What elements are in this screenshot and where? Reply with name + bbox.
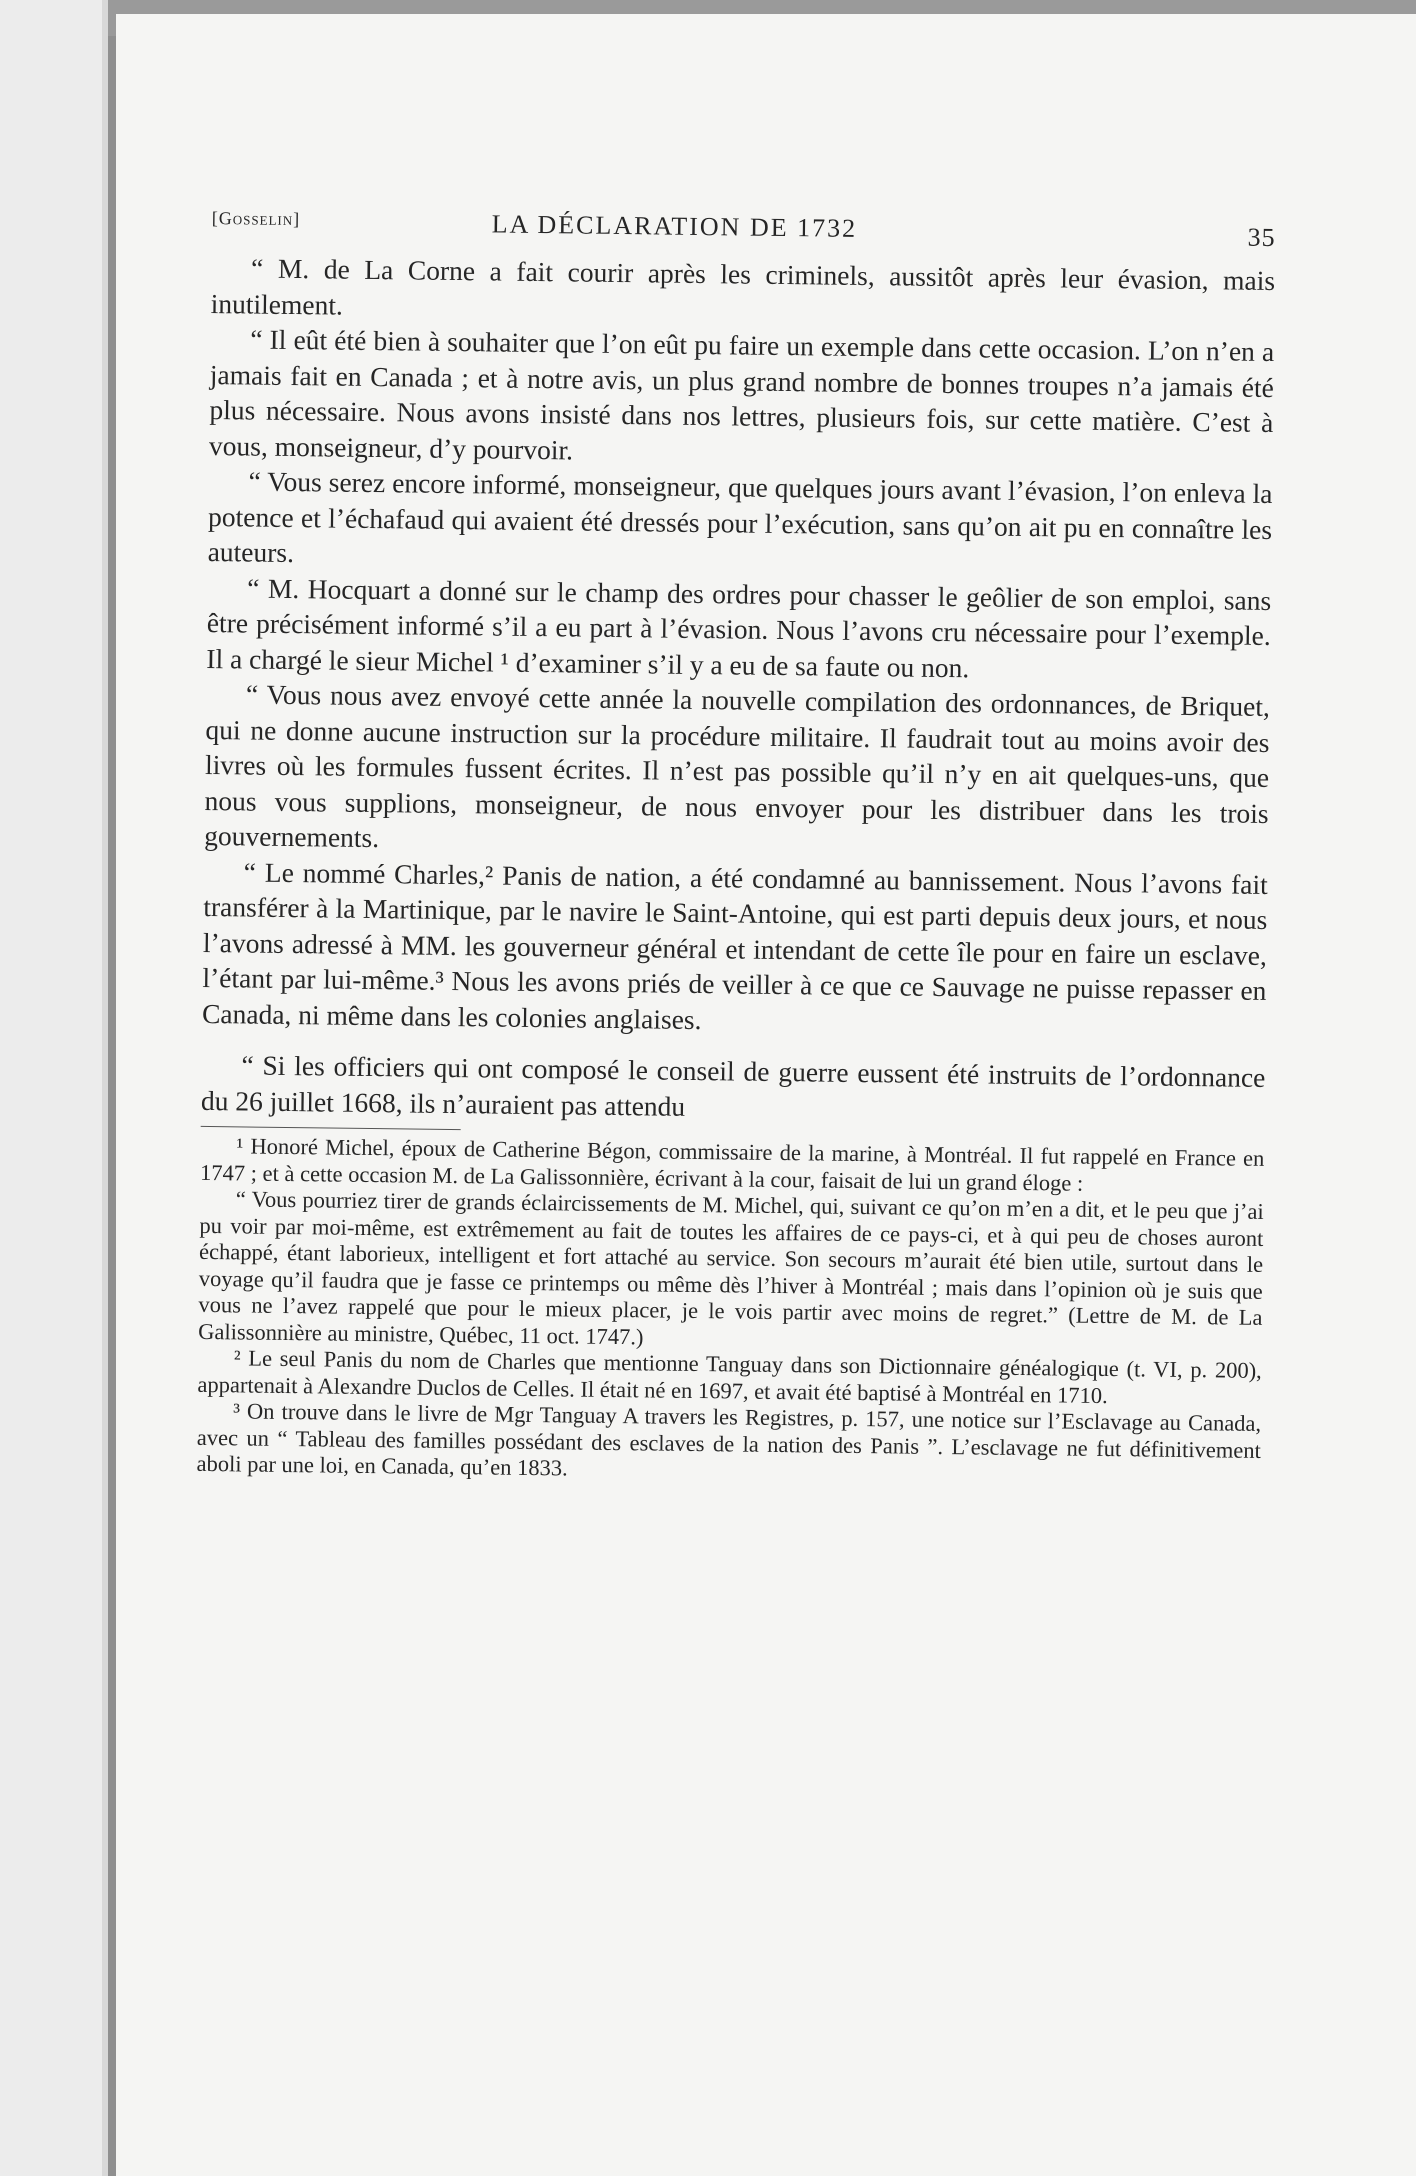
facing-page-edge [0,0,108,2176]
paragraph: “ Il eût été bien à souhaiter que l’on eût pu faire un exemple dans cette occasion. L’on n’en a jamais fait en Canada ; et à notre avis, un plus grand nombre de bonnes troupes n’a jamais été plus nécessaire. Nous avons insisté dans nos lettres, plusieurs fois, sur cette matière. C’est à vous, monseigneur, d’y pourvoir. [208,323,1275,465]
page-content [196,200,1276,1490]
footnote: ³ On trouve dans le livre de Mgr Tanguay A travers les Registres, p. 157, une notice sur l’Esclavage au Canada, avec un “ Tableau des familles possédant des esclaves de la nation des Panis ”. L’esclavage ne fut définitivement aboli par une loi, en Canada, qu’en 1833. [196,1398,1262,1481]
paragraph: “ M. de La Corne a fait courir après les criminels, aussitôt après leur évasion, mais inutilement. [210,252,1276,321]
page-number: 35 [1247,222,1276,252]
body-text [201,250,1276,1131]
paragraph: “ Vous nous avez envoyé cette année la nouvelle compilation des ordonnances, de Briquet, qui ne donne aucune instruction sur la procédure militaire. Il faudrait tout au moins avoir des livres où les formules fussent écrites. Il n’est pas possible qu’il n’y en ait quelques-uns, que nous vous supplions, monseigneur, de nous envoyer pour les distribuer dans les trois gouvernements. [204,678,1271,854]
footnote: ¹ Honoré Michel, époux de Catherine Bégon, commissaire de la marine, à Montréal. Il fut rappelé en France en 1747 ; et à cette occasion M. de La Galissonnière, écrivant à la cour, faisait de lui un grand éloge : [199,1133,1265,1196]
footnote-quotation: “ Vous pourriez tirer de grands éclaircissements de M. Michel, qui, suivant ce qu’on m’en a dit, et le peu que j’ai pu voir par moi-même, est extrêmement au fait de toutes les affaires de ce pays-ci, et à qui peu de choses auront échappé, étant laborieux, intelligent et fort attaché au service. Son secours m’aurait été bien utile, surtout dans le voyage qu’il faudra que je fasse ce printemps ou même dès l’hiver à Montréal ; mais dans l’opinion où je suis que vous ne l’avez rappelé que pour le mieux placer, je le vois partir avec moins de regret.” (Lettre de M. de La Galissonnière au ministre, Québec, 11 oct. 1747.) [198,1186,1264,1349]
running-head-author: [Gosselin] [211,207,301,230]
footnote-rule [201,1126,461,1130]
paragraph: “ Si les officiers qui ont composé le conseil de guerre eussent été instruits de l’ordonnance du 26 juillet 1668, ils n’auraient pas attendu [200,1049,1266,1122]
paragraph: “ M. Hocquart a donné sur le champ des ordres pour chasser le geôlier de son emploi, sans être précisément informé s’il a eu part à l’évasion. Nous l’avons cru nécessaire pour l’exemple. Il a chargé le sieur Michel ¹ d’examiner s’il y a eu de sa faute ou non. [206,571,1272,683]
footnote: ² Le seul Panis du nom de Charles que mentionne Tanguay dans son Dictionnaire généalogique (t. VI, p. 200), appartenait à Alexandre Duclos de Celles. Il était né en 1697, et avait été baptisé à Montréal en 1710. [197,1345,1262,1408]
running-head-title: LA DÉCLARATION DE 1732 [491,209,858,243]
paragraph: “ Le nommé Charles,² Panis de nation, a été condamné au bannissement. Nous l’avons fait transférer à la Martinique, par le navire le Saint-Antoine, qui est parti depuis deux jours, et nous l’avons adressé à MM. les gouverneur général et intendant de cette île pour en faire un esclave, l’étant par lui-même.³ Nous les avons priés de veiller à ce que ce Sauvage ne puisse repasser en Canada, ni même dans les colonies anglaises. [201,855,1268,1035]
paragraph: “ Vous serez encore informé, monseigneur, que quelques jours avant l’évasion, l’on enleva la potence et l’échafaud qui avaient été dressés pour l’exécution, sans qu’on ait pu en connaître les auteurs. [207,465,1273,569]
footnotes [196,1133,1264,1490]
book-page [116,14,1416,2176]
